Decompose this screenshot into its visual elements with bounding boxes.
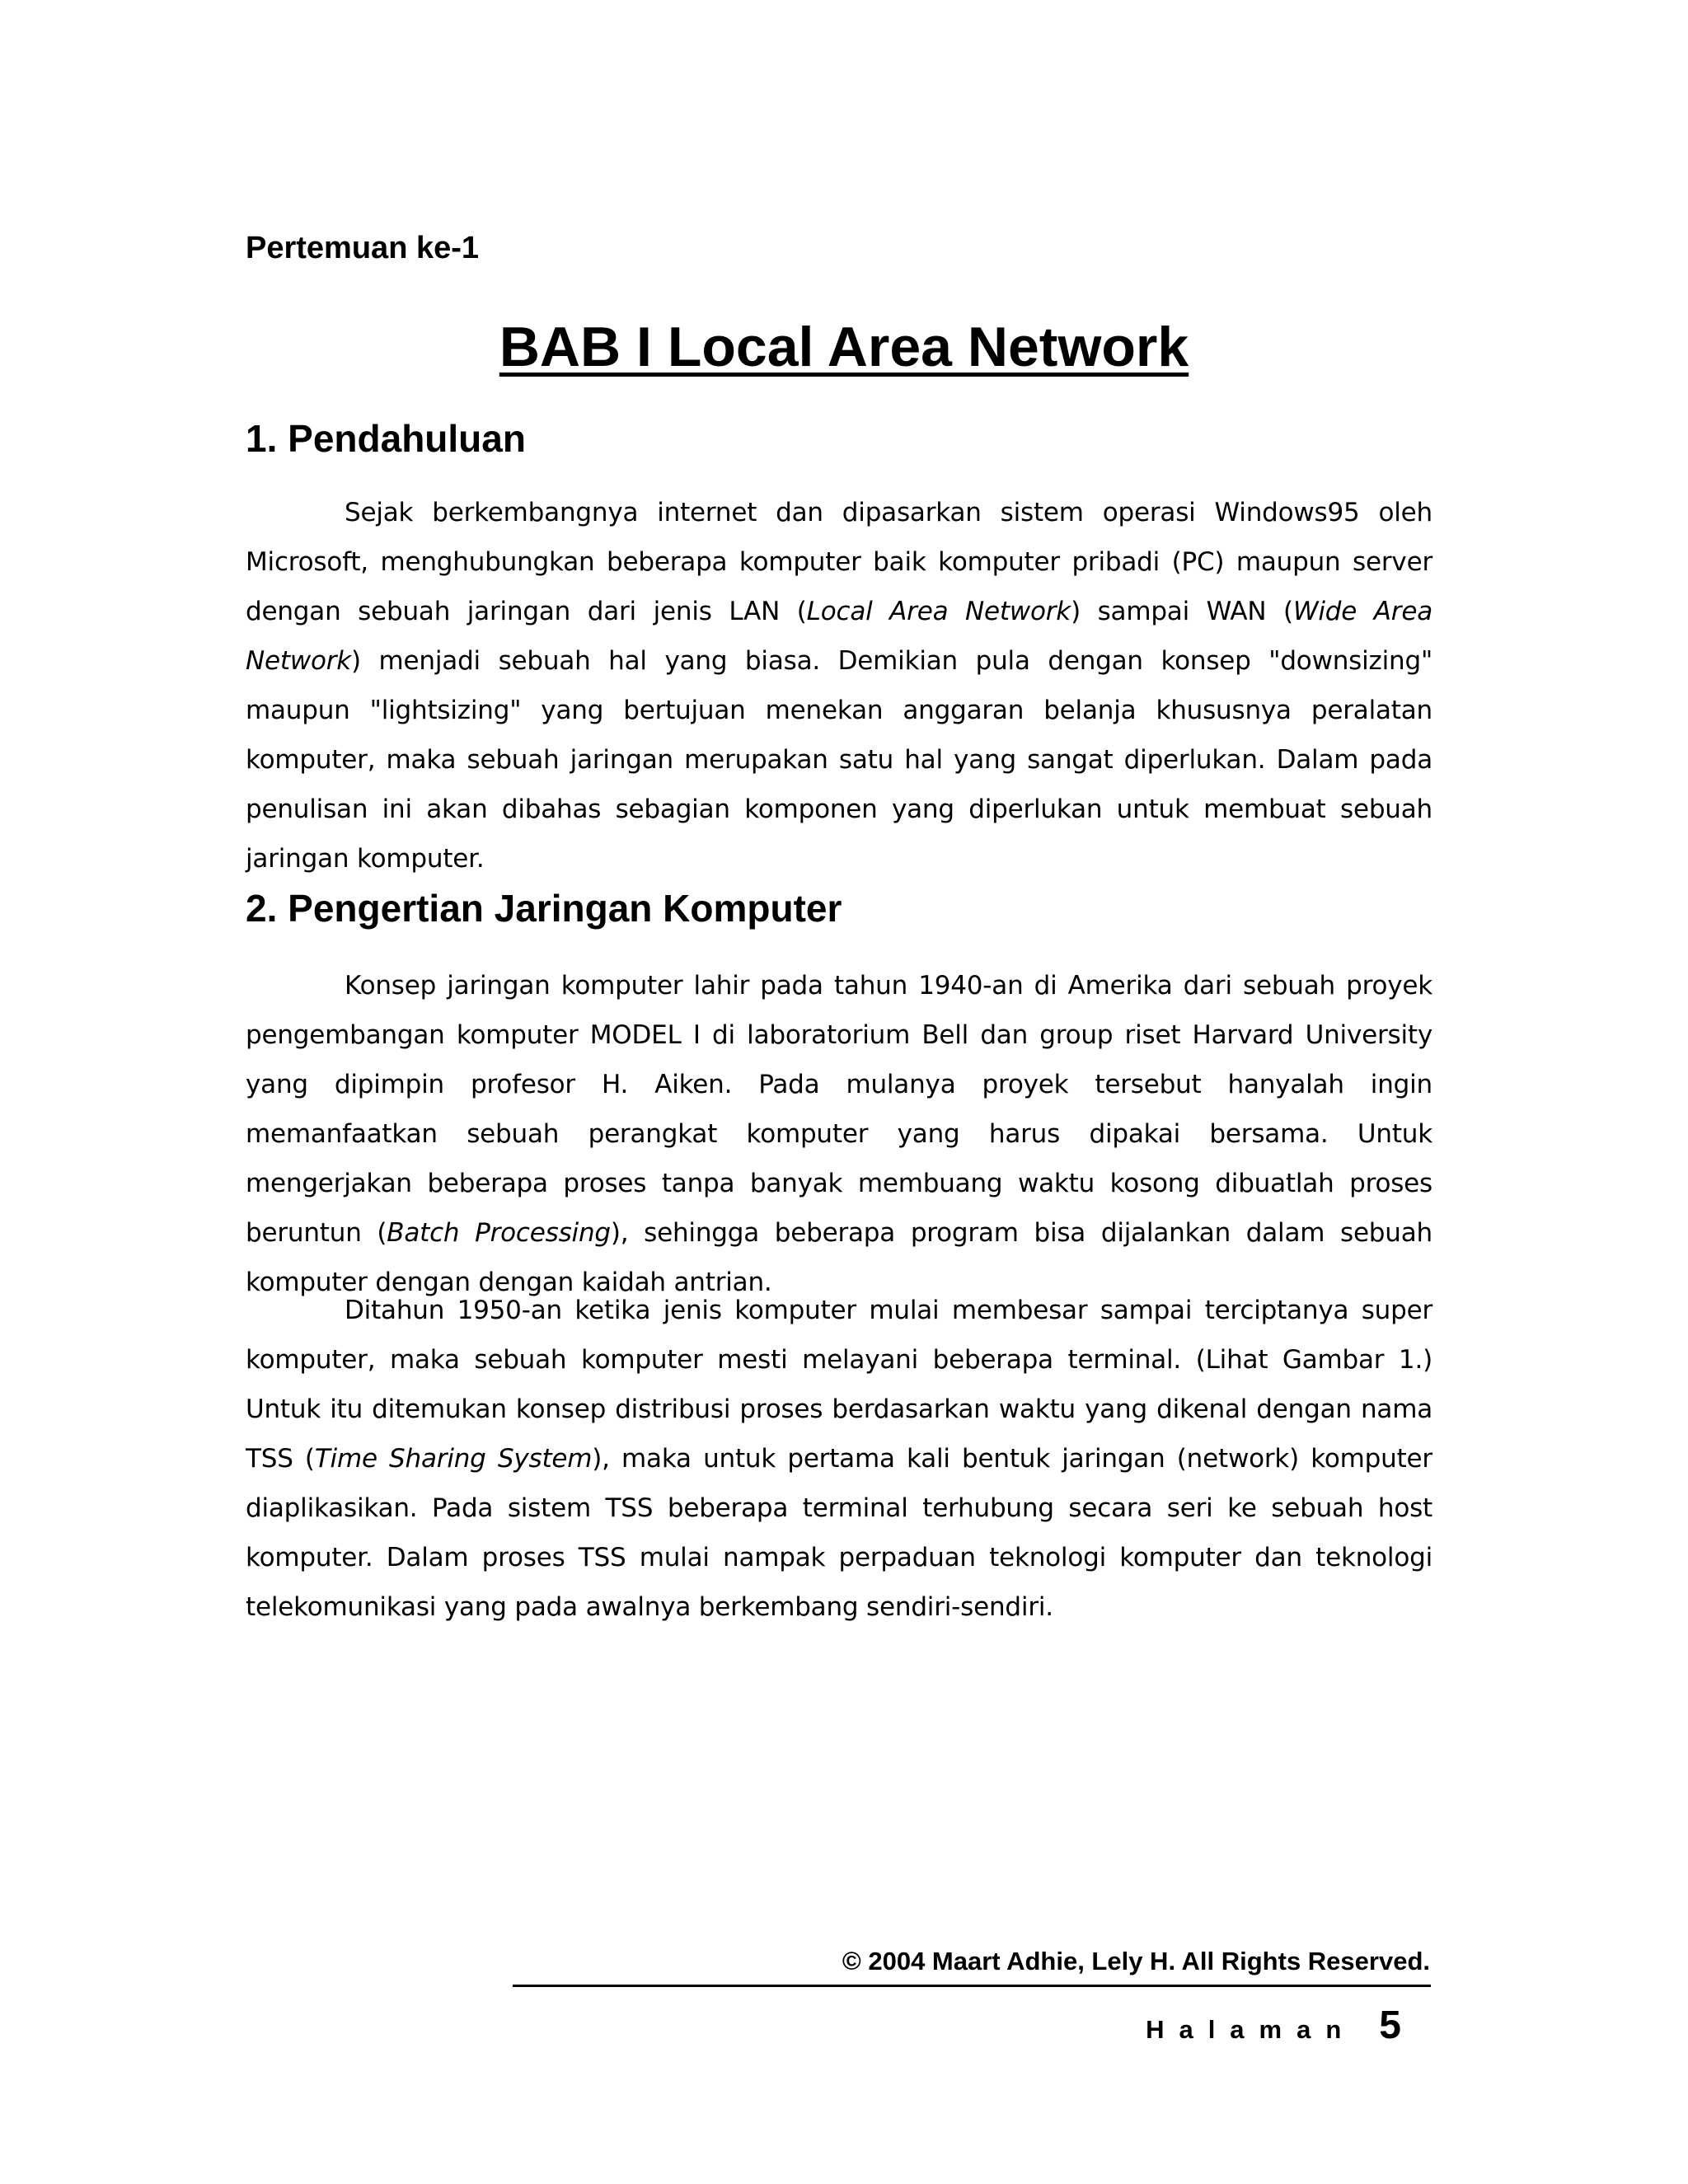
footer-divider (513, 1985, 1431, 1987)
meeting-label: Pertemuan ke-1 (246, 231, 480, 265)
italic-term: Wide Area Network (246, 597, 1433, 676)
section-title-pendahuluan: 1. Pendahuluan (246, 417, 526, 460)
page-footer (1146, 2003, 1401, 2048)
paragraph-konsep-jaringan: Konsep jaringan komputer lahir pada tahun 1940-an di Amerika dari sebuah proyek pengembangan komputer MODEL I di laboratorium Bell dan group riset Harvard University yang dipimpin profesor H. Aiken. Pada mulanya proyek tersebut hanyalah ingin memanfaatkan sebuah perangkat komputer yang harus dipakai bersama. Untuk mengerjakan beberapa proses tanpa banyak membuang waktu kosong dibuatlah proses beruntun (Batch Processing), sehingga beberapa program bisa dijalankan dalam sebuah komputer dengan dengan kaidah antrian. (246, 971, 1432, 1297)
chapter-title: BAB I Local Area Network (499, 316, 1189, 378)
italic-term: Time Sharing System (314, 1444, 593, 1474)
paragraph-pendahuluan: Sejak berkembangnya internet dan dipasarkan sistem operasi Windows95 oleh Microsoft, menghubungkan beberapa komputer baik komputer pribadi (PC) maupun server dengan sebuah jaringan dari jenis LAN (Local Area Network) sampai WAN (Wide Area Network) menjadi sebuah hal yang biasa. Demikian pula dengan konsep "downsizing" maupun "lightsizing" yang bertujuan menekan anggaran belanja khususnya peralatan komputer, maka sebuah jaringan merupakan satu hal yang sangat diperlukan. Dalam pada penulisan ini akan dibahas sebagian komponen yang diperlukan untuk membuat sebuah jaringan komputer. (246, 498, 1433, 874)
paragraph-tss: Ditahun 1950-an ketika jenis komputer mulai membesar sampai terciptanya super komputer, maka sebuah komputer mesti melayani beberapa terminal. (Lihat Gambar 1.) Untuk itu ditemukan konsep distribusi proses berdasarkan waktu yang dikenal dengan nama TSS (Time Sharing System), maka untuk pertama kali bentuk jaringan (network) komputer diaplikasikan. Pada sistem TSS beberapa terminal terhubung secara seri ke sebuah host komputer. Dalam proses TSS mulai nampak perpaduan teknologi komputer dan teknologi telekomunikasi yang pada awalnya berkembang sendiri-sendiri. (246, 1296, 1432, 1622)
copyright-notice: © 2004 Maart Adhie, Lely H. All Rights Reserved. (842, 1947, 1430, 1975)
section-title-pengertian: 2. Pengertian Jaringan Komputer (246, 887, 842, 930)
page-label: Halaman (1146, 2015, 1357, 2044)
page-number: 5 (1379, 2004, 1401, 2047)
italic-term: Local Area Network (806, 597, 1071, 626)
italic-term: Batch Processing (387, 1218, 611, 1248)
